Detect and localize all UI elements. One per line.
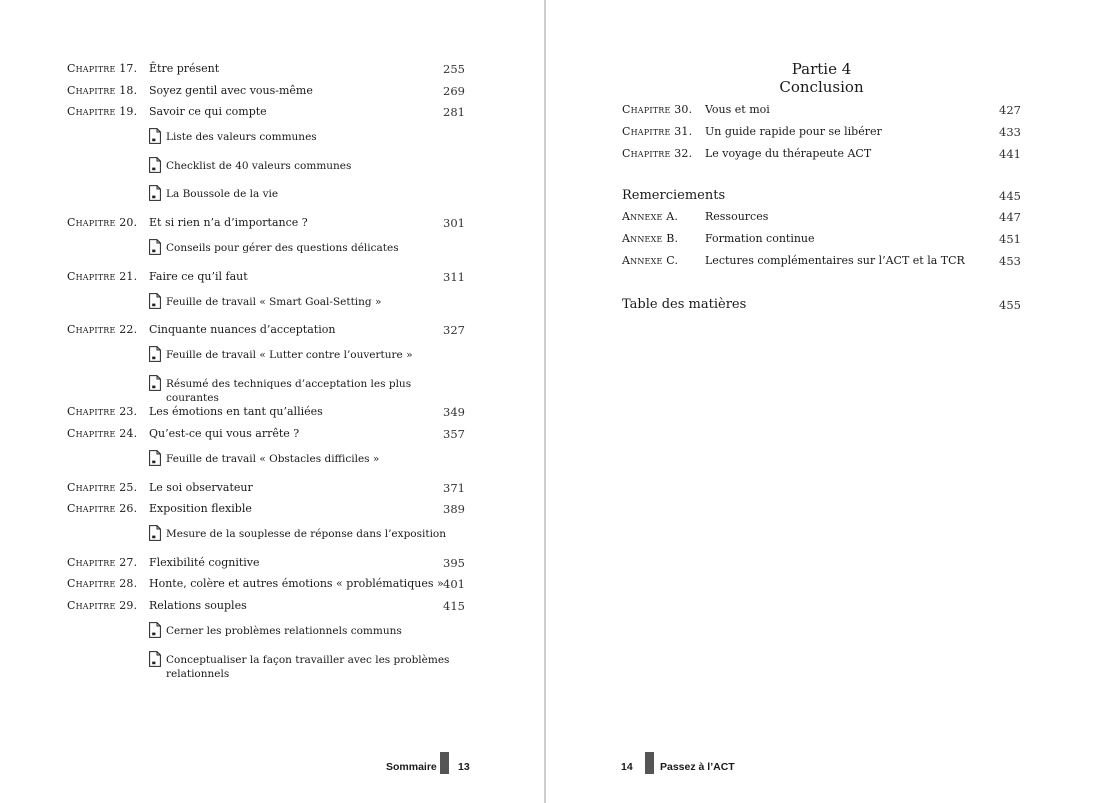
page-number: 401 [443, 577, 465, 591]
footer-book-title: Passez à l’ACT [660, 761, 735, 773]
chapter-title: Flexibilité cognitive [149, 556, 260, 569]
part-title: Partie 4 [791, 60, 852, 78]
chapter-title: Remerciements [622, 188, 726, 203]
toc-entry[interactable] [0, 500, 544, 518]
document-icon [149, 239, 161, 255]
chapter-number: Chapitre 28. [67, 577, 138, 590]
chapter-number: Chapitre 27. [67, 556, 138, 569]
resource-label: Feuille de travail « Smart Goal-Setting » [166, 296, 382, 308]
chapter-number: Chapitre 21. [67, 270, 138, 283]
toc-entry[interactable] [0, 60, 544, 78]
page-number: 269 [443, 84, 465, 98]
chapter-number: Chapitre 32. [622, 147, 693, 160]
resource-label: Cerner les problèmes relationnels communs [166, 625, 402, 637]
resource-label: Liste des valeurs communes [166, 131, 317, 143]
chapter-number: Chapitre 24. [67, 427, 138, 440]
chapter-title: Vous et moi [705, 103, 770, 116]
resource-item[interactable] [149, 129, 469, 145]
chapter-title: Être présent [149, 62, 220, 75]
resource-item[interactable] [149, 240, 469, 256]
chapter-number: Annexe A. [622, 210, 679, 223]
resource-item[interactable] [149, 158, 469, 174]
chapter-title: Le voyage du thérapeute ACT [705, 147, 872, 160]
toc-entry[interactable] [546, 187, 1097, 205]
chapter-number: Chapitre 29. [67, 599, 138, 612]
chapter-number: Chapitre 31. [622, 125, 693, 138]
resource-label: La Boussole de la vie [166, 188, 279, 200]
chapter-title: Table des matières [622, 297, 747, 312]
chapter-number: Annexe B. [622, 232, 679, 245]
page-number: 441 [999, 147, 1021, 161]
chapter-number: Chapitre 19. [67, 105, 138, 118]
page-number: 447 [999, 210, 1021, 224]
left-page [0, 0, 544, 803]
chapter-title: Formation continue [705, 232, 815, 245]
resource-label: Mesure de la souplesse de réponse dans l’exposition [166, 528, 447, 540]
chapter-number: Chapitre 18. [67, 84, 138, 97]
toc-entry[interactable] [0, 597, 544, 615]
chapter-title: Savoir ce qui compte [149, 105, 267, 118]
right-page [546, 0, 1097, 803]
chapter-number: Chapitre 26. [67, 502, 138, 515]
resource-item[interactable] [149, 623, 469, 639]
resource-label: Conseils pour gérer des questions délicates [166, 242, 399, 254]
chapter-title: Un guide rapide pour se libérer [705, 125, 882, 138]
document-icon [149, 185, 161, 201]
toc-entry[interactable] [0, 268, 544, 286]
chapter-number: Chapitre 25. [67, 481, 138, 494]
toc-entry[interactable] [0, 214, 544, 232]
chapter-title: Soyez gentil avec vous-même [149, 84, 313, 97]
resource-item[interactable] [149, 526, 469, 542]
chapter-title: Qu’est-ce qui vous arrête ? [149, 427, 300, 440]
page-number: 349 [443, 405, 465, 419]
document-icon [149, 651, 161, 667]
toc-entry[interactable] [0, 103, 544, 121]
page-number: 445 [999, 189, 1021, 203]
page-number: 281 [443, 105, 465, 119]
chapter-title: Lectures complémentaires sur l’ACT et la TCR [705, 254, 965, 267]
page-number: 389 [443, 502, 465, 516]
chapter-title: Ressources [705, 210, 769, 223]
toc-entry[interactable] [546, 230, 1097, 248]
footer-page-number: 13 [458, 761, 470, 773]
footer-bar [440, 752, 449, 774]
page-number: 415 [443, 599, 465, 613]
chapter-number: Chapitre 30. [622, 103, 693, 116]
resource-item[interactable] [149, 347, 469, 363]
chapter-title: Le soi observateur [149, 481, 253, 494]
resource-label: Résumé des techniques d’acceptation les plus courantes [166, 378, 412, 404]
page-number: 311 [443, 270, 465, 284]
footer-page-number: 14 [621, 761, 633, 773]
document-icon [149, 157, 161, 173]
chapter-number: Chapitre 22. [67, 323, 138, 336]
page-number: 327 [443, 323, 465, 337]
page-number: 395 [443, 556, 465, 570]
chapter-title: Honte, colère et autres émotions « problématiques » [149, 577, 444, 590]
resource-item[interactable] [149, 294, 469, 310]
chapter-title: Cinquante nuances d’acceptation [149, 323, 336, 336]
toc-entry[interactable] [0, 575, 544, 593]
resource-item[interactable] [149, 186, 469, 202]
resource-item[interactable] [149, 451, 469, 467]
page-number: 371 [443, 481, 465, 495]
footer-bar [645, 752, 654, 774]
toc-entry[interactable] [546, 296, 1097, 314]
chapter-number: Chapitre 17. [67, 62, 138, 75]
chapter-number: Annexe C. [622, 254, 679, 267]
resource-item[interactable] [149, 376, 469, 404]
page-number: 427 [999, 103, 1021, 117]
document-icon [149, 450, 161, 466]
page-number: 433 [999, 125, 1021, 139]
page-number: 453 [999, 254, 1021, 268]
toc-entry[interactable] [0, 554, 544, 572]
page-number: 255 [443, 62, 465, 76]
toc-entry[interactable] [0, 403, 544, 421]
page-number: 301 [443, 216, 465, 230]
chapter-title: Exposition flexible [149, 502, 252, 515]
toc-entry[interactable] [0, 425, 544, 443]
document-icon [149, 525, 161, 541]
document-icon [149, 622, 161, 638]
page-number: 455 [999, 298, 1021, 312]
resource-label: Feuille de travail « Lutter contre l’ouverture » [166, 349, 413, 361]
part-subtitle: Conclusion [779, 78, 864, 96]
resource-label: Feuille de travail « Obstacles difficiles » [166, 453, 380, 465]
chapter-title: Faire ce qu’il faut [149, 270, 248, 283]
toc-entry[interactable] [0, 479, 544, 497]
toc-entry[interactable] [546, 145, 1097, 163]
chapter-title: Et si rien n’a d’importance ? [149, 216, 308, 229]
toc-entry[interactable] [0, 321, 544, 339]
document-icon [149, 293, 161, 309]
resource-label: Conceptualiser la façon travailler avec les problèmes relationnels [166, 654, 450, 680]
footer-section-label: Sommaire [386, 761, 437, 773]
toc-entry[interactable] [0, 82, 544, 100]
page-number: 357 [443, 427, 465, 441]
resource-label: Checklist de 40 valeurs communes [166, 160, 352, 172]
toc-entry[interactable] [546, 123, 1097, 141]
toc-entry[interactable] [546, 208, 1097, 226]
resource-item[interactable] [149, 652, 469, 682]
chapter-number: Chapitre 23. [67, 405, 138, 418]
chapter-title: Les émotions en tant qu’alliées [149, 405, 323, 418]
document-icon [149, 375, 161, 391]
chapter-title: Relations souples [149, 599, 247, 612]
page-number: 451 [999, 232, 1021, 246]
toc-entry[interactable] [546, 252, 1097, 270]
chapter-number: Chapitre 20. [67, 216, 138, 229]
toc-entry[interactable] [546, 101, 1097, 119]
document-icon [149, 346, 161, 362]
document-icon [149, 128, 161, 144]
